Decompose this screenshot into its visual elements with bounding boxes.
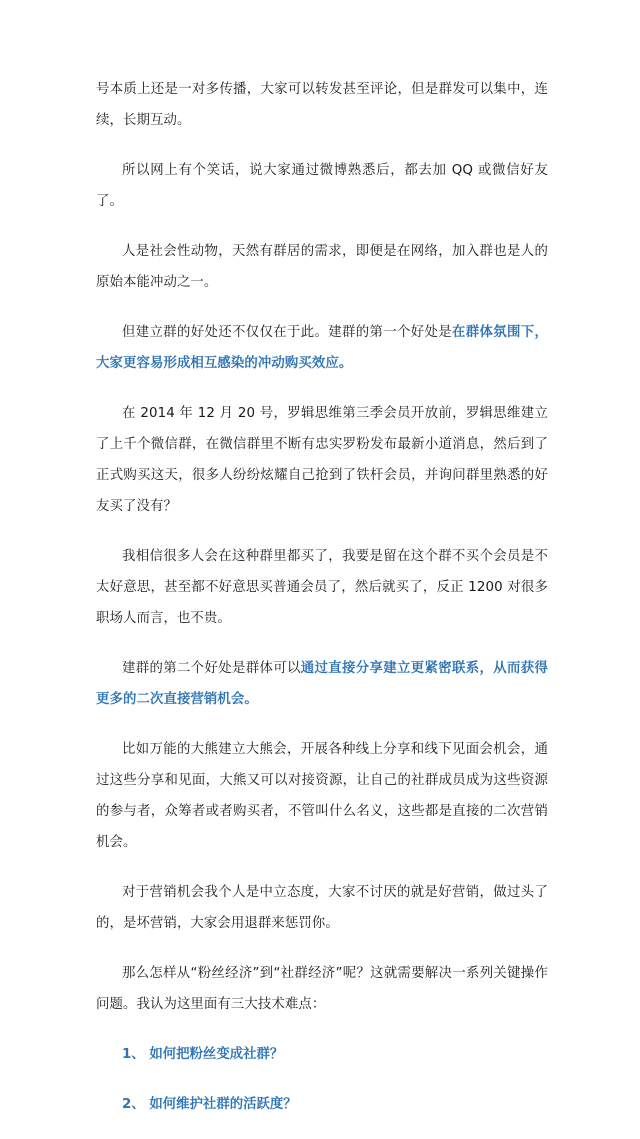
paragraph-6 bbox=[96, 541, 548, 634]
paragraph-6-text: 我相信很多人会在这种群里都买了，我要是留在这个群不买个会员是不太好意思，甚至都不好意思买普通会员了，然后就买了，反正 1200 对很多职场人而言，也不贵。 bbox=[96, 549, 548, 626]
paragraph-8 bbox=[96, 734, 548, 858]
section-heading-2: 2、 如何维护社群的活跃度？ bbox=[122, 1097, 297, 1112]
paragraph-5 bbox=[96, 398, 548, 522]
paragraph-10-text: 那么怎样从“粉丝经济”到“社群经济”呢？这就需要解决一系列关键操作问题。我认为这里面有三大技术难点： bbox=[96, 966, 548, 1012]
document-body bbox=[96, 74, 548, 1139]
paragraph-2 bbox=[96, 155, 548, 217]
paragraph-5-text: 在 2014 年 12 月 20 号，罗辑思维第三季会员开放前，罗辑思维建立了上千个微信群，在微信群里不断有忠实罗粉发布最新小道消息，然后到了正式购买这天，很多人纷纷炫耀自己抢到了铁杆会员，并询问群里熟悉的好友买了没有？ bbox=[96, 406, 548, 514]
paragraph-7-text: 建群的第二个好处是群体可以 bbox=[122, 661, 301, 676]
paragraph-2-text: 所以网上有个笑话，说大家通过微博熟悉后，都去加 QQ 或微信好友了。 bbox=[96, 163, 548, 209]
paragraph-9 bbox=[96, 877, 548, 939]
paragraph-7-highlight: 通过直接分享建立更紧密联系，从而获得更多的二次直接营销机会。 bbox=[96, 661, 548, 707]
paragraph-1-text: 号本质上还是一对多传播，大家可以转发甚至评论，但是群发可以集中，连续，长期互动。 bbox=[96, 82, 548, 128]
paragraph-4-highlight: 在群体氛围下，大家更容易形成相互感染的冲动购买效应。 bbox=[96, 325, 548, 371]
paragraph-7 bbox=[96, 653, 548, 715]
paragraph-8-text: 比如万能的大熊建立大熊会，开展各种线上分享和线下见面会机会，通过这些分享和见面，大熊又可以对接资源，让自己的社群成员成为这些资源的参与者，众筹者或者购买者，不管叫什么名义，这些都是直接的二次营销机会。 bbox=[96, 742, 548, 850]
paragraph-4-text: 但建立群的好处还不仅仅在于此。建群的第一个好处是 bbox=[122, 325, 452, 340]
paragraph-3 bbox=[96, 236, 548, 298]
paragraph-10 bbox=[96, 958, 548, 1020]
section-heading-1: 1、 如何把粉丝变成社群？ bbox=[122, 1047, 284, 1062]
paragraph-4 bbox=[96, 317, 548, 379]
paragraph-1 bbox=[96, 74, 548, 136]
paragraph-9-text: 对于营销机会我个人是中立态度，大家不讨厌的就是好营销，做过头了的，是坏营销，大家会用退群来惩罚你。 bbox=[96, 885, 548, 931]
paragraph-3-text: 人是社会性动物，天然有群居的需求，即便是在网络，加入群也是人的原始本能冲动之一。 bbox=[96, 244, 548, 290]
